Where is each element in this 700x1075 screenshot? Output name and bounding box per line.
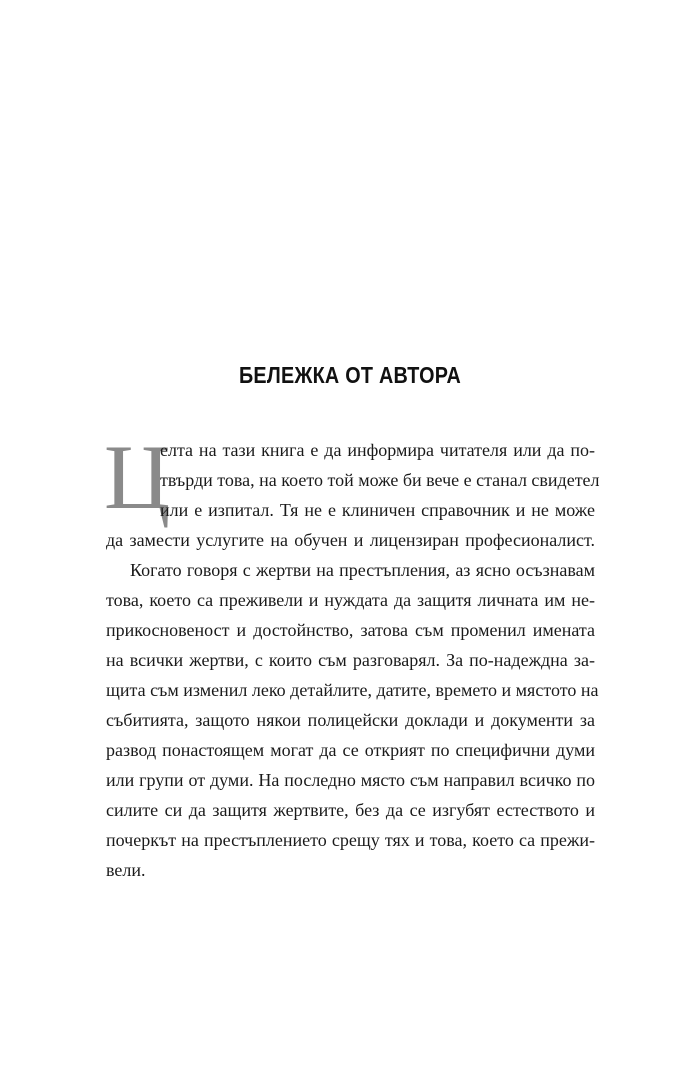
text-line: силите си да защитя жертвите, без да се изгубят естеството и [106, 800, 595, 820]
text-line: да замести услугите на обучен и лицензиран професионалист. [106, 530, 595, 550]
text-line: твърди това, на което той може би вече е станал свидетел [160, 470, 600, 490]
text-line: развод понастоящем могат да се открият по специфични думи [106, 740, 595, 760]
text-line: Когато говоря с жертви на престъпления, аз ясно осъзнавам [130, 560, 595, 580]
text-line: или е изпитал. Тя не е клиничен справочник и не може [160, 500, 595, 520]
text-line: на всички жертви, с които съм разговарял. За по-надеждна за- [106, 650, 595, 670]
text-line: събитията, защото някои полицейски доклади и документи за [106, 710, 595, 730]
text-line: елта на тази книга е да информира читателя или да по- [160, 440, 595, 460]
drop-cap: Ц [104, 426, 171, 528]
text-line: това, което са преживели и нуждата да защитя личната им не- [106, 590, 595, 610]
page-title: БЕЛЕЖКА ОТ АВТОРА [238, 362, 462, 388]
text-line: или групи от думи. На последно място съм направил всичко по [106, 770, 595, 790]
text-line: щита съм изменил леко детайлите, датите, времето и мястото на [106, 680, 599, 700]
text-line: вели. [106, 860, 146, 880]
text-line: почеркът на престъплението срещу тях и това, което са прежи- [106, 830, 595, 850]
text-line: прикосновеност и достойнство, затова съм променил имената [106, 620, 595, 640]
